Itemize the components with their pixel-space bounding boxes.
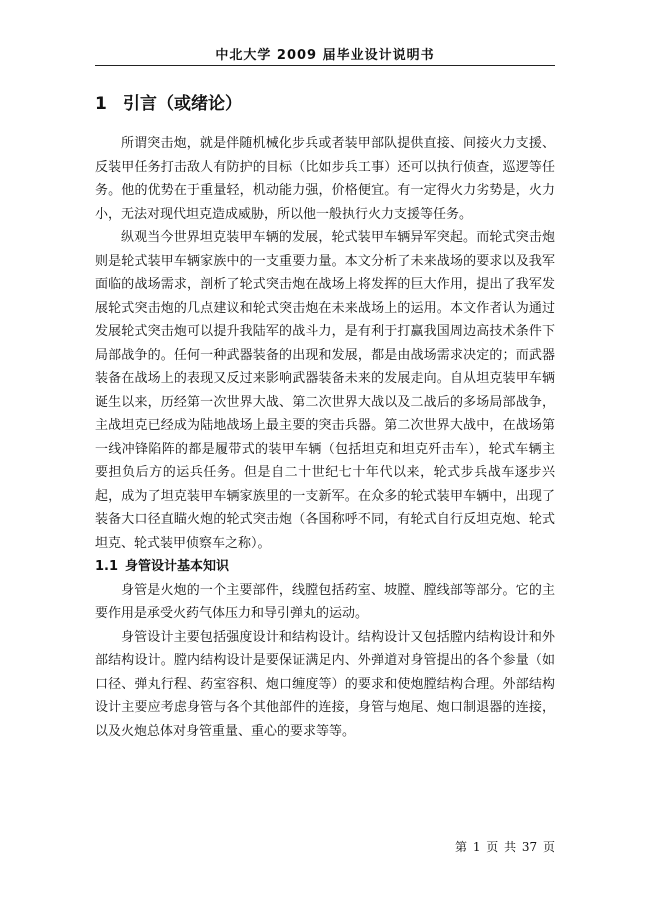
section-number: 1.1	[95, 559, 119, 574]
section-heading	[95, 555, 555, 579]
page-header-title: 中北大学 2009 届毕业设计说明书	[215, 48, 435, 63]
paragraph: 身管设计主要包括强度设计和结构设计。结构设计又包括膛内结构设计和外部结构设计。膛内结构设计是要保证满足内、外弹道对身管提出的各个参量（如口径、弹丸行程、药室容积、炮口缠度等）的要求和使炮膛结构合理。外部结构设计主要应考虑身管与各个其他部件的连接，身管与炮尾、炮口制退器的连接，以及火炮总体对身管重量、重心的要求等等。	[95, 629, 555, 739]
header-rule	[95, 65, 555, 66]
body-content	[95, 132, 555, 743]
chapter-number: 1	[95, 94, 107, 114]
section-title: 身管设计基本知识	[125, 559, 230, 574]
chapter-heading	[95, 92, 555, 116]
page-number-footer: 第 1 页 共 37 页	[455, 840, 555, 854]
paragraph: 纵观当今世界坦克装甲车辆的发展，轮式装甲车辆异军突起。而轮式突击炮则是轮式装甲车辆家族中的一支重要力量。本文分析了未来战场的要求以及我军面临的战场需求，剖析了轮式突击炮在战场上将发挥的巨大作用，提出了我军发展轮式突击炮的几点建议和轮式突击炮在未来战场上的运用。本文作者认为通过发展轮式突击炮可以提升我陆军的战斗力，是有利于打赢我国周边高技术条件下局部战争的。任何一种武器装备的出现和发展，都是由战场需求决定的；而武器装备在战场上的表现又反过来影响武器装备未来的发展走向。自从坦克装甲车辆诞生以来，历经第一次世界大战、第二次世界大战以及二战后的多场局部战争，主战坦克已经成为陆地战场上最主要的突击兵器。第二次世界大战中，在战场第一线冲锋陷阵的都是履带式的装甲车辆（包括坦克和坦克歼击车），轮式车辆主要担负后方的运兵任务。但是自二十世纪七十年代以来，轮式步兵战车逐步兴起，成为了坦克装甲车辆家族里的一支新军。在众多的轮式装甲车辆中，出现了装备大口径直瞄火炮的轮式突击炮（各国称呼不同，有轮式自行反坦克炮、轮式坦克、轮式装甲侦察车之称）。	[95, 230, 555, 551]
chapter-title: 引言（或绪论）	[123, 94, 242, 114]
paragraph: 身管是火炮的一个主要部件，线膛包括药室、坡膛、膛线部等部分。它的主要作用是承受火药气体压力和导引弹丸的运动。	[95, 582, 555, 621]
paragraph: 所谓突击炮，就是伴随机械化步兵或者装甲部队提供直接、间接火力支援、反装甲任务打击敌人有防护的目标（比如步兵工事）还可以执行侦查，巡逻等任务。他的优势在于重量轻，机动能力强，价格便宜。有一定得火力劣势是，火力小，无法对现代坦克造成威胁，所以他一般执行火力支援等任务。	[95, 136, 555, 222]
